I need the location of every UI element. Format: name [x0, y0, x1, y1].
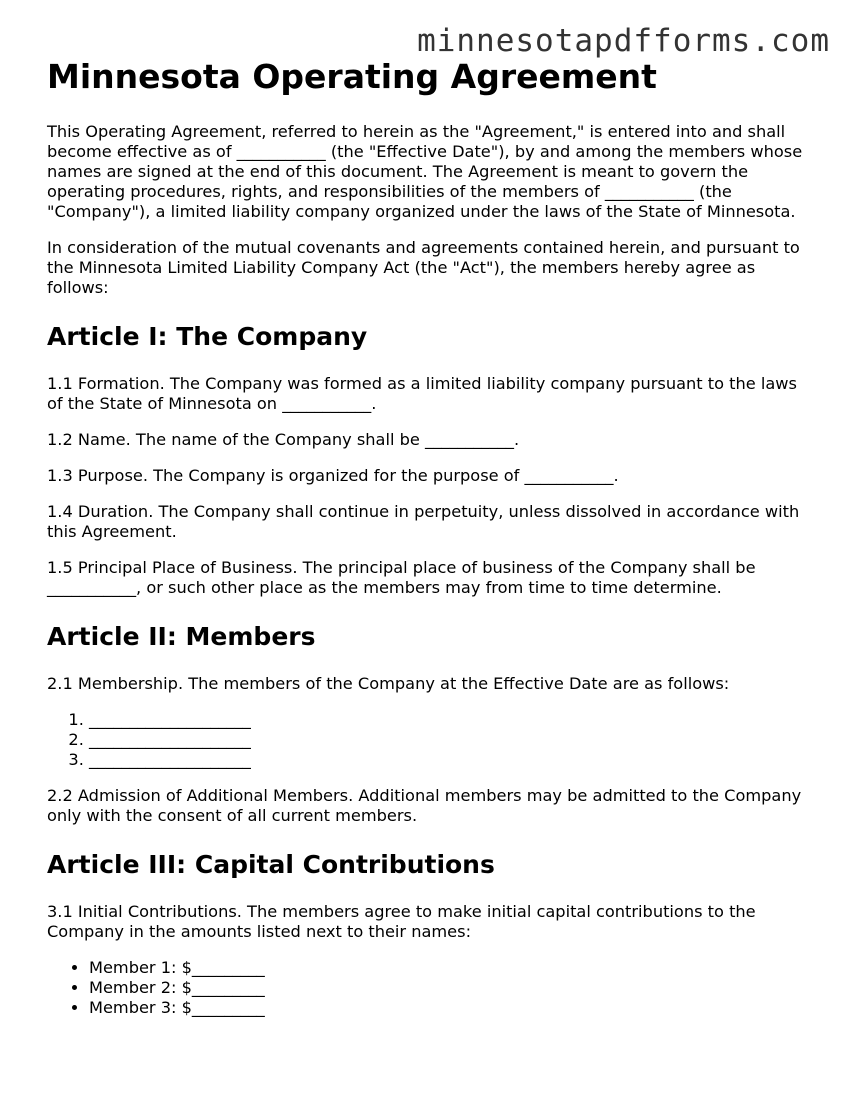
- clause-1-2: 1.2 Name. The name of the Company shall be ___________.: [47, 429, 520, 449]
- clause-2-2: 2.2 Admission of Additional Members. Additional members may be admitted to the Company only with the consent of all current members.: [47, 785, 802, 825]
- member-entry: 1. ____________________: [89, 710, 817, 730]
- article-1-heading: Article I: The Company: [47, 321, 368, 351]
- clause-1-1: 1.1 Formation. The Company was formed as a limited liability company pursuant to the laws of the State of Minnesota on ___________.: [47, 373, 797, 413]
- clause-1-3: 1.3 Purpose. The Company is organized for the purpose of ___________.: [47, 465, 619, 485]
- contribution-entry: • Member 1: $_________: [89, 958, 817, 978]
- page-title: Minnesota Operating Agreement: [47, 57, 657, 96]
- members-list: [47, 710, 817, 770]
- member-entry: 3. ____________________: [89, 750, 817, 770]
- document-page: [47, 58, 817, 1034]
- clause-2-1: 2.1 Membership. The members of the Company at the Effective Date are as follows:: [47, 673, 730, 693]
- contributions-list: [47, 958, 817, 1018]
- article-2-heading: Article II: Members: [47, 621, 316, 651]
- watermark: minnesotapdfforms.com: [417, 23, 830, 59]
- intro-paragraph-1: This Operating Agreement, referred to herein as the "Agreement," is entered into and shall become effective as of ___________ (the "Effective Date"), by and among the members whose names are signed at the end of this document. The Agreement is meant to govern the operating procedures, rights, and responsibilities of the members of ___________ (the "Company"), a limited liability company organized under the laws of the State of Minnesota.: [47, 121, 803, 221]
- clause-1-4: 1.4 Duration. The Company shall continue in perpetuity, unless dissolved in accordance with this Agreement.: [47, 501, 800, 541]
- intro-paragraph-2: In consideration of the mutual covenants and agreements contained herein, and pursuant to the Minnesota Limited Liability Company Act (the "Act"), the members hereby agree as follows:: [47, 237, 800, 297]
- clause-3-1: 3.1 Initial Contributions. The members agree to make initial capital contributions to the Company in the amounts listed next to their names:: [47, 901, 756, 941]
- article-3-heading: Article III: Capital Contributions: [47, 849, 495, 879]
- contribution-entry: • Member 2: $_________: [89, 978, 817, 998]
- member-entry: 2. ____________________: [89, 730, 817, 750]
- clause-1-5: 1.5 Principal Place of Business. The principal place of business of the Company shall be ___________, or such other place as the members may from time to time determine.: [47, 557, 756, 597]
- contribution-entry: • Member 3: $_________: [89, 998, 817, 1018]
